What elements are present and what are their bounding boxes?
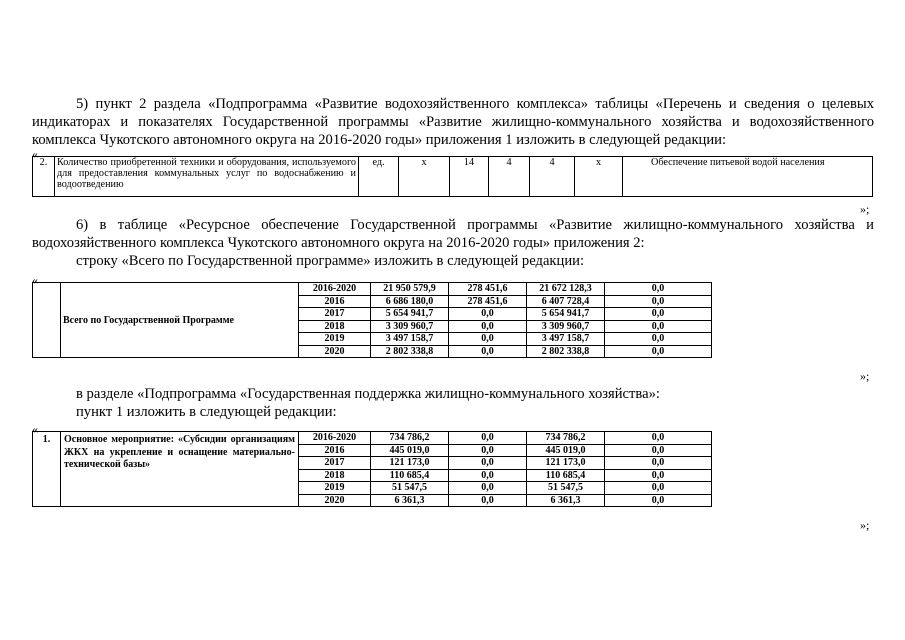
regional-cell: 5 654 941,7 [527, 308, 605, 321]
federal-cell: 0,0 [449, 444, 527, 457]
paragraph-7b: пункт 1 изложить в следующей редакции: [76, 404, 337, 420]
total-cell: 3 497 158,7 [371, 333, 449, 346]
total-cell: 110 685,4 [371, 469, 449, 482]
period-cell: 2017 [299, 457, 371, 470]
table-row [33, 283, 712, 296]
other-cell: 0,0 [605, 345, 712, 358]
total-cell: 121 173,0 [371, 457, 449, 470]
other-cell: 0,0 [605, 444, 712, 457]
regional-cell: 110 685,4 [527, 469, 605, 482]
other-cell: 0,0 [605, 283, 712, 296]
federal-cell: 278 451,6 [449, 295, 527, 308]
total-cell: 21 950 579,9 [371, 283, 449, 296]
total-cell: 734 786,2 [371, 432, 449, 445]
federal-cell: 0,0 [449, 482, 527, 495]
total-cell: 445 019,0 [371, 444, 449, 457]
regional-cell: 51 547,5 [527, 482, 605, 495]
period-cell: 2016 [299, 295, 371, 308]
value-cell: х [575, 157, 623, 197]
table-row [33, 157, 873, 197]
open-quote-3: « [32, 422, 38, 436]
table-row [33, 432, 712, 445]
regional-cell: 6 361,3 [527, 494, 605, 507]
close-quote-3: »; [860, 518, 870, 532]
row-number: 1. [33, 432, 61, 507]
other-cell: 0,0 [605, 457, 712, 470]
value-cell: 14 [450, 157, 489, 197]
paragraph-7: в разделе «Подпрограмма «Государственная поддержка жилищно-коммунального хозяйства»: [76, 386, 660, 402]
total-cell: 5 654 941,7 [371, 308, 449, 321]
open-quote-2: « [32, 273, 38, 287]
federal-cell: 0,0 [449, 333, 527, 346]
indicator-name: Количество приобретенной техники и оборудования, используемого для предоставления коммунальных услуг по водоснабжению и водоотведению [55, 157, 359, 197]
federal-cell: 0,0 [449, 308, 527, 321]
period-cell: 2018 [299, 320, 371, 333]
total-cell: 51 547,5 [371, 482, 449, 495]
period-cell: 2017 [299, 308, 371, 321]
period-cell: 2020 [299, 494, 371, 507]
regional-cell: 445 019,0 [527, 444, 605, 457]
open-quote-1: « [32, 147, 38, 161]
other-cell: 0,0 [605, 482, 712, 495]
other-cell: 0,0 [605, 295, 712, 308]
federal-cell: 278 451,6 [449, 283, 527, 296]
federal-cell: 0,0 [449, 494, 527, 507]
regional-cell: 3 497 158,7 [527, 333, 605, 346]
note-cell: Обеспечение питьевой водой населения [623, 157, 873, 197]
activity-name: Основное мероприятие: «Субсидии организациям ЖКХ на укрепление и оснащение материально-технической базы» [61, 432, 299, 507]
regional-cell: 6 407 728,4 [527, 295, 605, 308]
value-cell: 4 [530, 157, 575, 197]
indicator-table [32, 156, 873, 197]
federal-cell: 0,0 [449, 432, 527, 445]
close-quote-2: »; [860, 369, 870, 383]
empty-number-cell [33, 283, 61, 358]
other-cell: 0,0 [605, 469, 712, 482]
period-cell: 2016 [299, 444, 371, 457]
other-cell: 0,0 [605, 320, 712, 333]
resource-total-table [32, 282, 712, 358]
period-cell: 2019 [299, 333, 371, 346]
regional-cell: 121 173,0 [527, 457, 605, 470]
regional-cell: 734 786,2 [527, 432, 605, 445]
total-cell: 2 802 338,8 [371, 345, 449, 358]
total-cell: 6 686 180,0 [371, 295, 449, 308]
other-cell: 0,0 [605, 494, 712, 507]
regional-cell: 21 672 128,3 [527, 283, 605, 296]
federal-cell: 0,0 [449, 469, 527, 482]
federal-cell: 0,0 [449, 320, 527, 333]
row-number: 2. [33, 157, 55, 197]
federal-cell: 0,0 [449, 345, 527, 358]
close-quote-1: »; [860, 202, 870, 216]
total-cell: 3 309 960,7 [371, 320, 449, 333]
regional-cell: 3 309 960,7 [527, 320, 605, 333]
period-cell: 2020 [299, 345, 371, 358]
other-cell: 0,0 [605, 308, 712, 321]
period-cell: 2016-2020 [299, 432, 371, 445]
other-cell: 0,0 [605, 333, 712, 346]
subsidy-table [32, 431, 712, 507]
period-cell: 2016-2020 [299, 283, 371, 296]
value-cell: 4 [489, 157, 530, 197]
total-cell: 6 361,3 [371, 494, 449, 507]
federal-cell: 0,0 [449, 457, 527, 470]
unit-cell: ед. [359, 157, 399, 197]
value-cell: х [399, 157, 450, 197]
regional-cell: 2 802 338,8 [527, 345, 605, 358]
paragraph-6: 6) в таблице «Ресурсное обеспечение Государственной программы «Развитие жилищно-коммунального хозяйства и водохозяйственного комплекса Чукотского автономного округа на 2016-2020 годы» приложения 2: [32, 217, 874, 251]
total-row-name: Всего по Государственной Программе [61, 283, 299, 358]
other-cell: 0,0 [605, 432, 712, 445]
period-cell: 2018 [299, 469, 371, 482]
period-cell: 2019 [299, 482, 371, 495]
paragraph-5: 5) пункт 2 раздела «Подпрограмма «Развитие водохозяйственного комплекса» таблицы «Перечень и сведения о целевых индикаторах и показателях Государственной программы «Развитие жилищно-коммунального хозяйства и водохозяйственного комплекса Чукотского автономного округа на 2016-2020 годы» приложения 1 изложить в следующей редакции: [32, 96, 874, 148]
paragraph-6b: строку «Всего по Государственной программе» изложить в следующей редакции: [76, 253, 584, 269]
